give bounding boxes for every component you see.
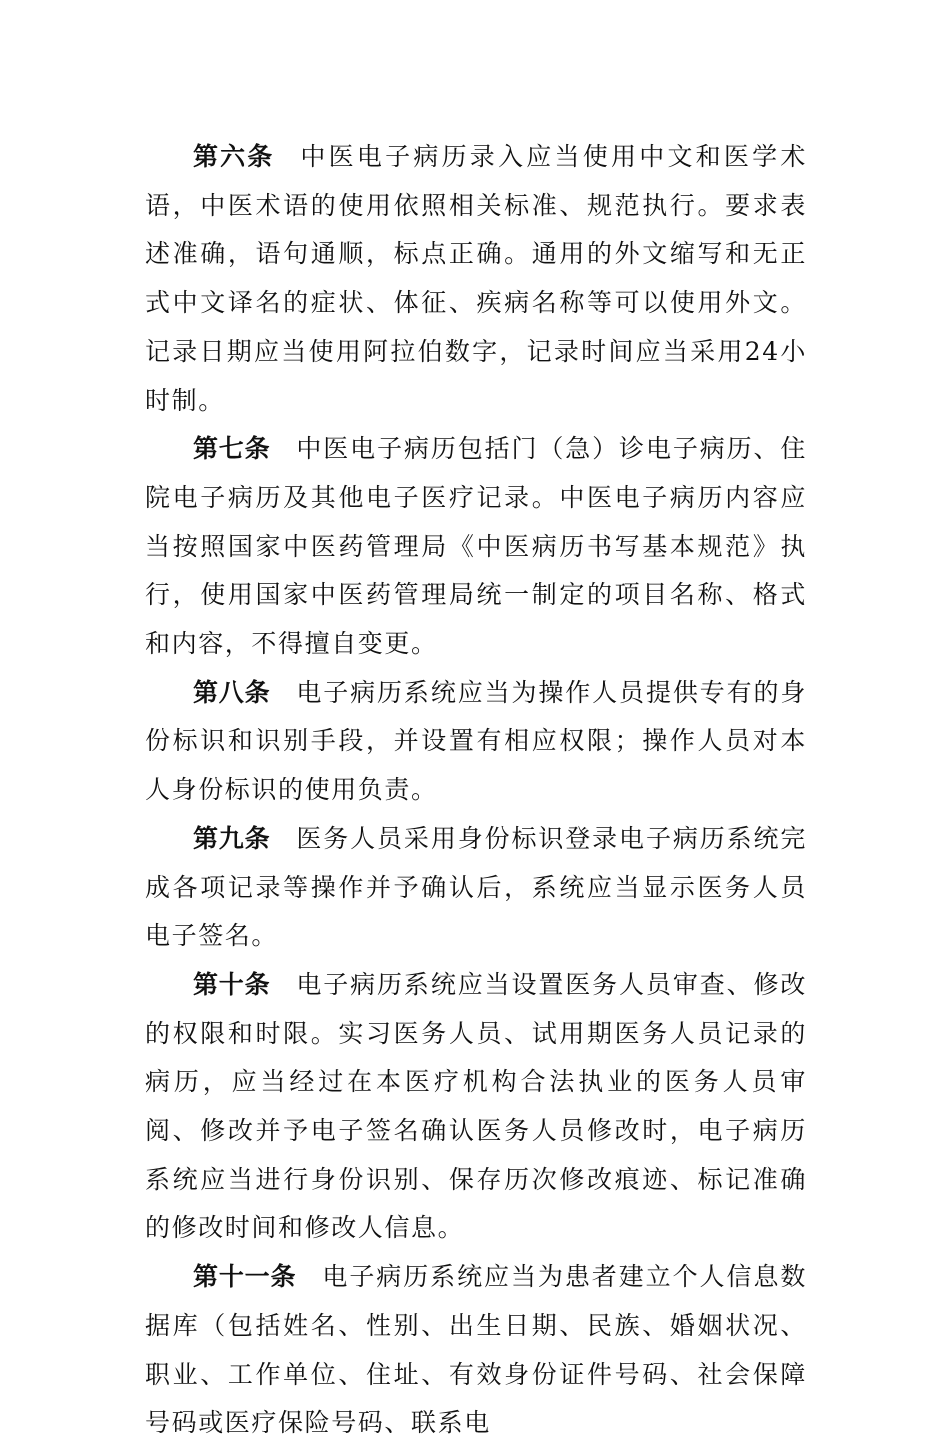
article-10 bbox=[145, 961, 807, 1253]
article-title: 第十一条 bbox=[193, 1262, 297, 1292]
article-6 bbox=[145, 133, 807, 425]
article-body: 电子病历系统应当设置医务人员审查、修改的权限和时限。实习医务人员、试用期医务人员记录的病历，应当经过在本医疗机构合法执业的医务人员审阅、修改并予电子签名确认医务人员修改时，电子病历系统应当进行身份识别、保存历次修改痕迹、标记准确的修改时间和修改人信息。 bbox=[145, 969, 807, 1243]
article-title: 第七条 bbox=[193, 434, 271, 464]
article-body: 电子病历系统应当为操作人员提供专有的身份标识和识别手段，并设置有相应权限；操作人员对本人身份标识的使用负责。 bbox=[145, 677, 807, 805]
regulation-text bbox=[145, 133, 807, 1448]
article-title: 第九条 bbox=[193, 823, 271, 853]
article-body: 医务人员采用身份标识登录电子病历系统完成各项记录等操作并予确认后，系统应当显示医务人员电子签名。 bbox=[145, 823, 807, 951]
article-11 bbox=[145, 1253, 807, 1448]
article-title: 第八条 bbox=[193, 677, 271, 707]
article-9 bbox=[145, 815, 807, 961]
article-7 bbox=[145, 425, 807, 669]
article-8 bbox=[145, 669, 807, 815]
article-body: 中医电子病历包括门（急）诊电子病历、住院电子病历及其他电子医疗记录。中医电子病历内容应当按照国家中医药管理局《中医病历书写基本规范》执行，使用国家中医药管理局统一制定的项目名称、格式和内容，不得擅自变更。 bbox=[145, 434, 807, 659]
article-body: 电子病历系统应当为患者建立个人信息数据库（包括姓名、性别、出生日期、民族、婚姻状况、职业、工作单位、住址、有效身份证件号码、社会保障号码或医疗保险号码、联系电 bbox=[145, 1262, 807, 1438]
article-title: 第十条 bbox=[193, 969, 271, 999]
article-title: 第六条 bbox=[193, 142, 275, 171]
article-body: 中医电子病历录入应当使用中文和医学术语，中医术语的使用依照相关标准、规范执行。要求表述准确，语句通顺，标点正确。通用的外文缩写和无正式中文译名的症状、体征、疾病名称等可以使用外文。记录日期应当使用阿拉伯数字，记录时间应当采用24小时制。 bbox=[145, 142, 807, 415]
